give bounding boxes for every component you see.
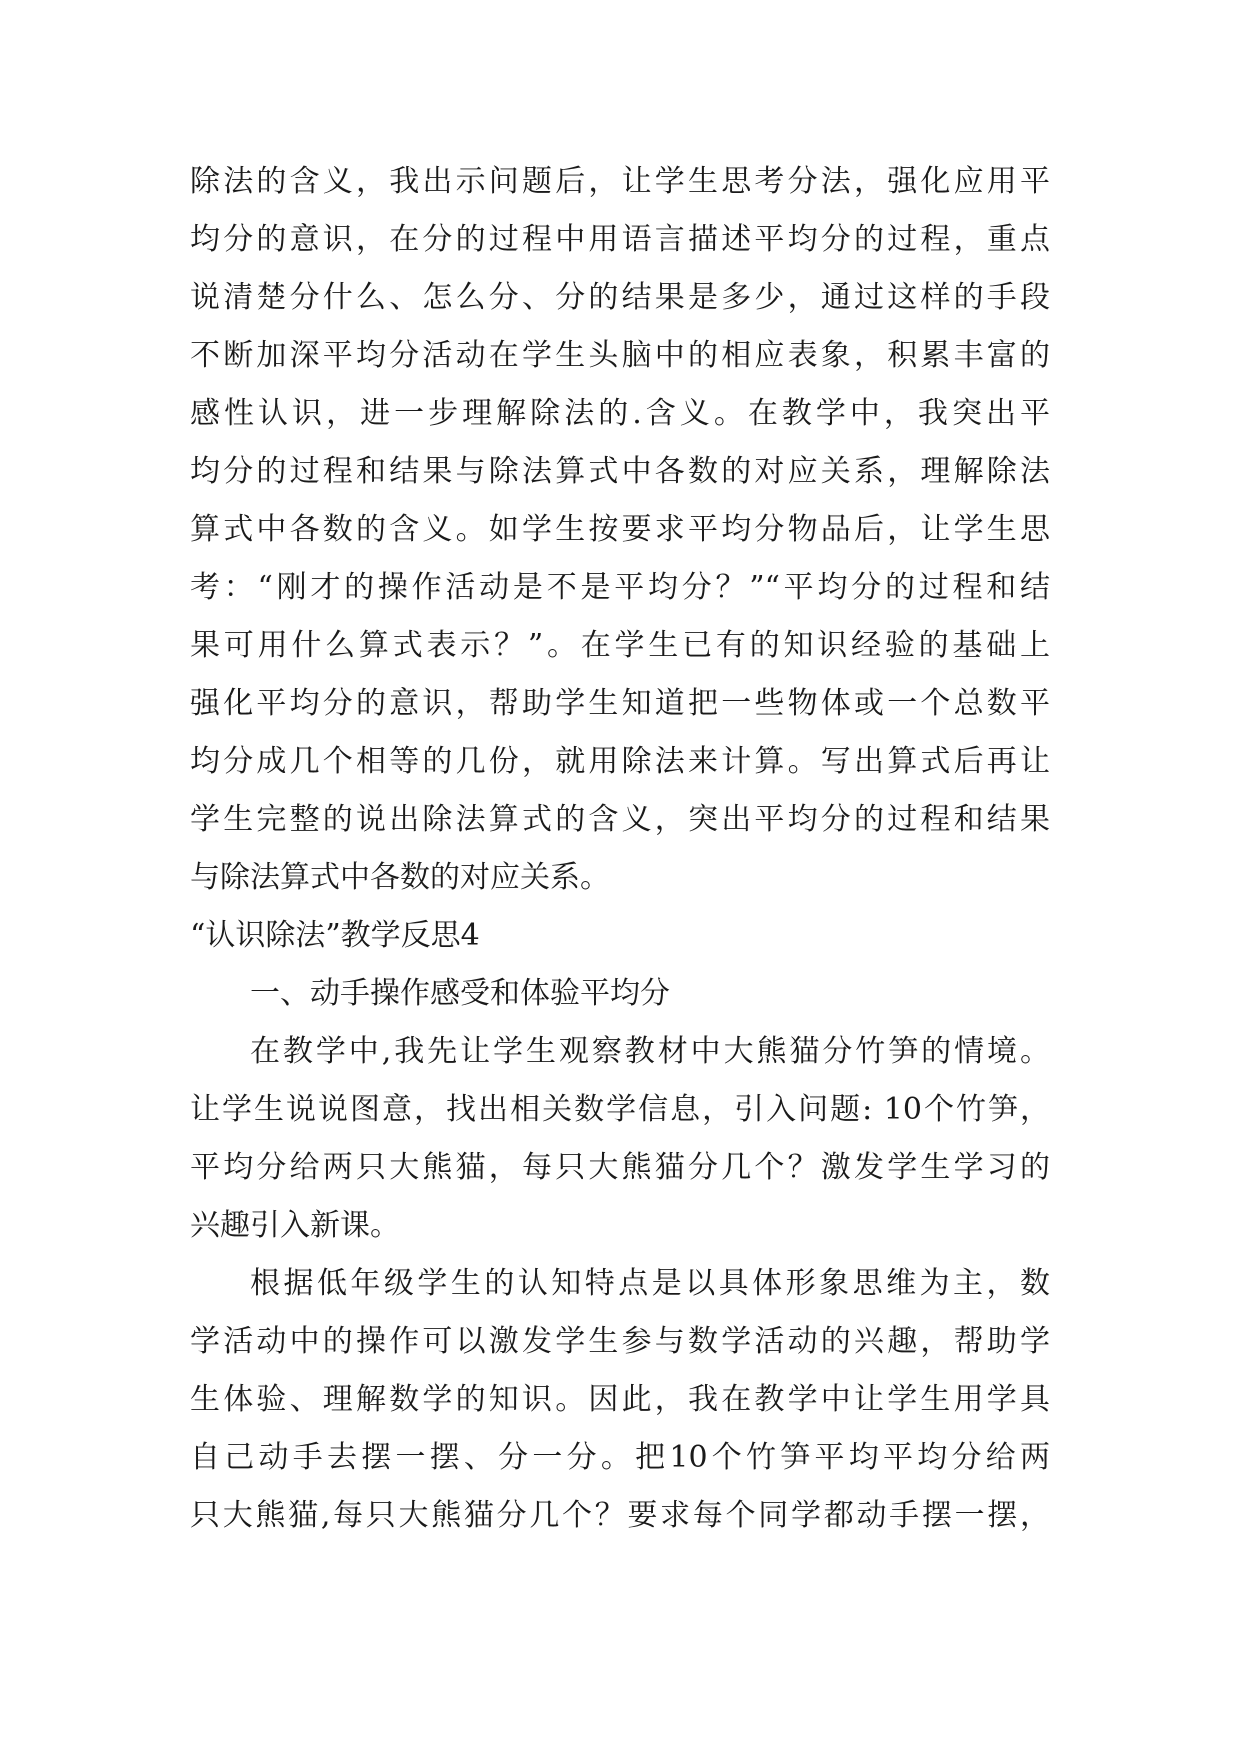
paragraph-line: 学活动中的操作可以激发学生参与数学活动的兴趣，帮助学 bbox=[190, 1324, 1050, 1359]
document-body bbox=[190, 153, 1050, 1545]
section-heading: “认识除法”教学反思4 bbox=[190, 918, 480, 953]
paragraph-line: 与除法算式中各数的对应关系。 bbox=[190, 860, 610, 895]
paragraph-line: 果可用什么算式表示？”。在学生已有的知识经验的基础上 bbox=[190, 628, 1050, 663]
paragraph-line: 均分的意识，在分的过程中用语言描述平均分的过程，重点 bbox=[190, 222, 1050, 257]
paragraph-line: 学生完整的说出除法算式的含义，突出平均分的过程和结果 bbox=[190, 802, 1050, 837]
paragraph-line: 根据低年级学生的认知特点是以具体形象思维为主，数 bbox=[250, 1266, 1050, 1301]
paragraph-line: 均分的过程和结果与除法算式中各数的对应关系，理解除法 bbox=[190, 454, 1050, 489]
paragraph-line: 只大熊猫,每只大熊猫分几个？要求每个同学都动手摆一摆， bbox=[190, 1498, 1050, 1533]
paragraph-line: 在教学中,我先让学生观察教材中大熊猫分竹笋的情境。 bbox=[250, 1034, 1050, 1069]
subsection-heading: 一、动手操作感受和体验平均分 bbox=[250, 976, 670, 1011]
paragraph-line: 均分成几个相等的几份，就用除法来计算。写出算式后再让 bbox=[190, 744, 1050, 779]
paragraph-line: 算式中各数的含义。如学生按要求平均分物品后，让学生思 bbox=[190, 512, 1050, 547]
paragraph-line: 平均分给两只大熊猫，每只大熊猫分几个？激发学生学习的 bbox=[190, 1150, 1050, 1185]
paragraph-line: 说清楚分什么、怎么分、分的结果是多少，通过这样的手段 bbox=[190, 280, 1050, 315]
paragraph-line: 自己动手去摆一摆、分一分。把10个竹笋平均平均分给两 bbox=[190, 1440, 1050, 1475]
paragraph-line: 兴趣引入新课。 bbox=[190, 1208, 400, 1243]
paragraph-line: 考：“刚才的操作活动是不是平均分？”“平均分的过程和结 bbox=[190, 570, 1050, 605]
paragraph-line: 强化平均分的意识，帮助学生知道把一些物体或一个总数平 bbox=[190, 686, 1050, 721]
paragraph-line: 生体验、理解数学的知识。因此，我在教学中让学生用学具 bbox=[190, 1382, 1050, 1417]
paragraph-line: 不断加深平均分活动在学生头脑中的相应表象，积累丰富的 bbox=[190, 338, 1050, 373]
paragraph-line: 感性认识，进一步理解除法的.含义。在教学中，我突出平 bbox=[190, 396, 1050, 431]
paragraph-line: 让学生说说图意，找出相关数学信息，引入问题: 10个竹笋， bbox=[190, 1092, 1050, 1127]
paragraph-line: 除法的含义，我出示问题后，让学生思考分法，强化应用平 bbox=[190, 164, 1050, 199]
